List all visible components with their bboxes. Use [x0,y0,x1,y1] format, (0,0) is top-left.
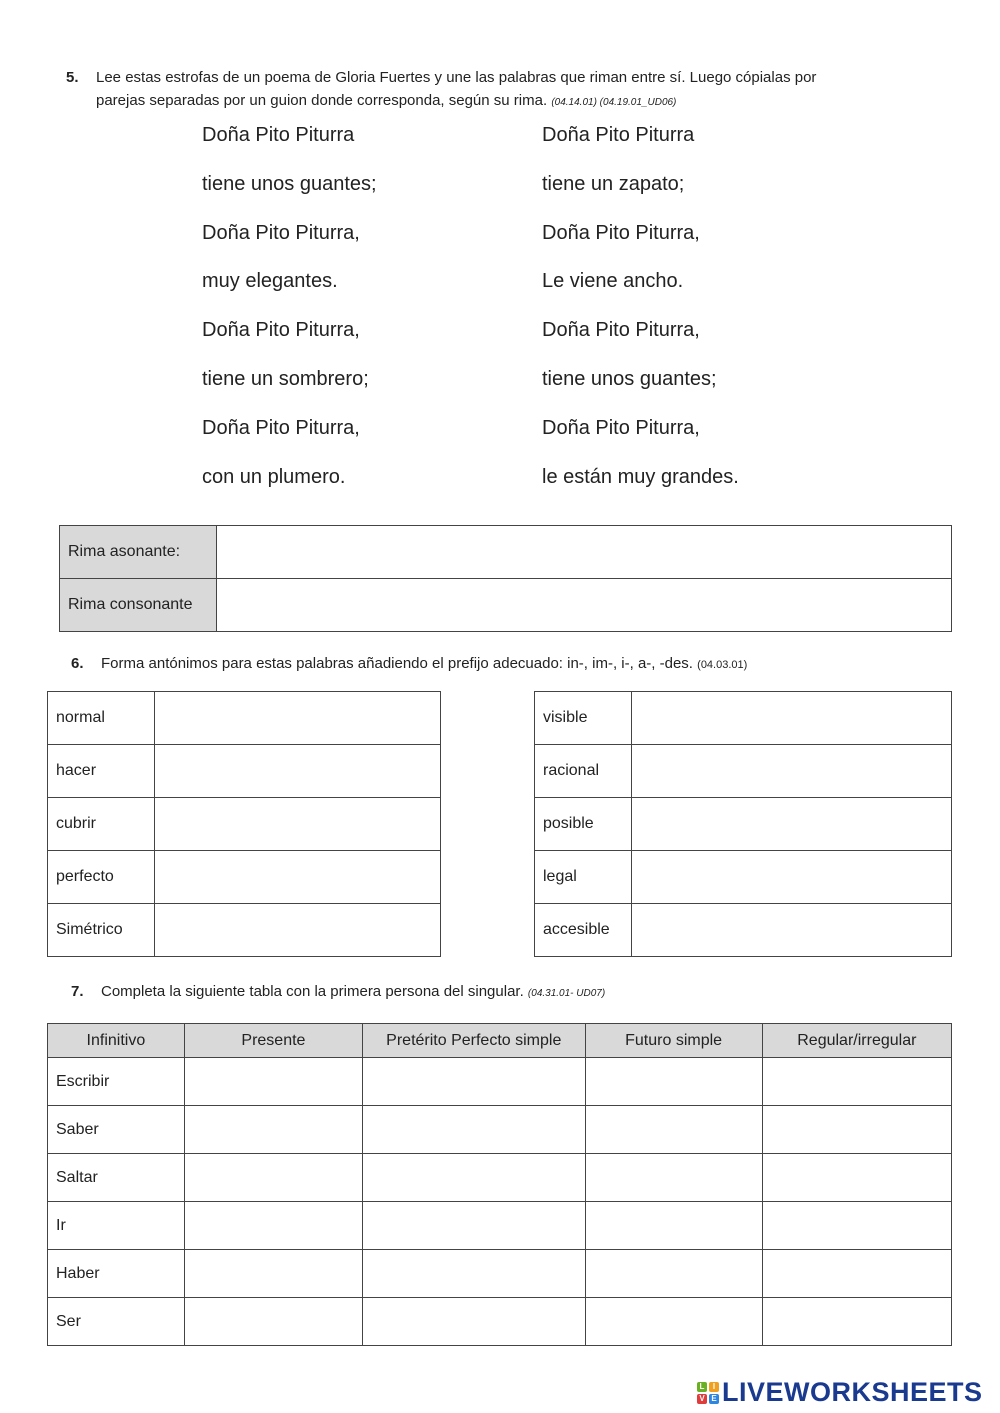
verb-table-header: Presente [184,1024,362,1058]
antonyms-table-right [534,691,952,957]
antonym-word: accesible [535,904,632,957]
rhyme-table [59,525,952,632]
antonym-word: hacer [48,745,155,798]
verb-answer-cell[interactable] [184,1106,362,1154]
question-7-instructions [101,980,605,1005]
antonym-answer-cell[interactable] [632,798,952,851]
verb-answer-cell[interactable] [363,1250,585,1298]
poem-verse: Doña Pito Piturra, [202,221,360,244]
question-5-text-line2 [96,89,976,114]
antonym-row [48,692,441,745]
rhyme-answer-consonante[interactable] [217,579,952,632]
rhyme-row-asonante [60,526,952,579]
poem-verse: Doña Pito Piturra, [202,319,360,342]
antonym-row [535,692,952,745]
verb-row [48,1202,952,1250]
verb-infinitive: Saltar [48,1154,185,1202]
question-6-text: Forma antónimos para estas palabras añadiendo el prefijo adecuado: in-, im-, i-, a-, -des. [101,655,693,672]
verb-table-header-row [48,1024,952,1058]
verb-row [48,1298,952,1346]
verb-table-header: Infinitivo [48,1024,185,1058]
verb-answer-cell[interactable] [363,1202,585,1250]
verb-answer-cell[interactable] [585,1058,762,1106]
verb-answer-cell[interactable] [762,1250,951,1298]
question-6-number: 6. [71,655,84,672]
verb-answer-cell[interactable] [184,1202,362,1250]
poem-verse: Doña Pito Piturra, [542,221,700,244]
antonym-row [535,851,952,904]
antonym-word: cubrir [48,798,155,851]
verb-table-header: Pretérito Perfecto simple [363,1024,585,1058]
poem-verse: Doña Pito Piturra [202,124,355,146]
verb-answer-cell[interactable] [184,1250,362,1298]
verb-answer-cell[interactable] [762,1298,951,1346]
question-6-reference: (04.03.01) [697,659,748,671]
rhyme-row-consonante [60,579,952,632]
antonym-answer-cell[interactable] [632,851,952,904]
antonym-row [535,904,952,957]
antonym-word: normal [48,692,155,745]
poem-verse: Doña Pito Piturra, [542,416,700,439]
antonym-word: Simétrico [48,904,155,957]
verb-answer-cell[interactable] [184,1058,362,1106]
poem-verse: Le viene ancho. [542,270,684,293]
verb-infinitive: Ir [48,1202,185,1250]
antonym-word: legal [535,851,632,904]
question-6-instructions [101,652,747,677]
verb-answer-cell[interactable] [363,1154,585,1202]
question-5-number: 5. [66,69,79,86]
rhyme-answer-asonante[interactable] [217,526,952,579]
verb-answer-cell[interactable] [363,1058,585,1106]
antonym-answer-cell[interactable] [155,798,441,851]
verb-row [48,1250,952,1298]
question-7-number: 7. [71,983,84,1000]
antonym-answer-cell[interactable] [155,745,441,798]
antonym-answer-cell[interactable] [632,692,952,745]
antonym-answer-cell[interactable] [632,745,952,798]
question-7-text: Completa la siguiente tabla con la primera persona del singular. [101,983,524,1000]
question-5-reference: (04.14.01) (04.19.01_UD06) [551,97,677,108]
verb-row [48,1058,952,1106]
poem-verse: con un plumero. [202,465,346,488]
antonym-answer-cell[interactable] [632,904,952,957]
antonym-row [48,904,441,957]
verb-answer-cell[interactable] [363,1106,585,1154]
question-5-text-line1: Lee estas estrofas de un poema de Gloria Fuertes y une las palabras que riman entre sí. Luego cópialas por [96,69,817,86]
verb-answer-cell[interactable] [363,1298,585,1346]
poem-verse: tiene un zapato; [542,172,685,195]
rhyme-label-asonante: Rima asonante: [60,526,217,579]
logo-badge-icon [697,1382,719,1404]
antonym-word: visible [535,692,632,745]
question-7-reference: (04.31.01- UD07) [527,988,606,999]
verb-answer-cell[interactable] [585,1202,762,1250]
question-5-instructions [96,66,976,114]
verb-conjugation-table [47,1023,952,1346]
antonym-word: posible [535,798,632,851]
verb-table-header: Regular/irregular [762,1024,951,1058]
verb-infinitive: Saber [48,1106,185,1154]
logo-badge-letter: E [709,1394,719,1404]
poem-verse: tiene unos guantes; [542,368,717,390]
verb-answer-cell[interactable] [585,1154,762,1202]
antonym-row [535,798,952,851]
verb-answer-cell[interactable] [585,1250,762,1298]
antonym-row [48,851,441,904]
poem-verse: le están muy grandes. [542,465,739,488]
antonyms-table-left [47,691,441,957]
antonym-row [48,745,441,798]
logo-badge-letter: I [709,1382,719,1392]
poem-verse: Doña Pito Piturra [542,124,695,146]
verb-answer-cell[interactable] [184,1154,362,1202]
logo-text: LIVEWORKSHEETS [722,1377,983,1407]
antonym-word: racional [535,745,632,798]
antonym-row [535,745,952,798]
verb-answer-cell[interactable] [762,1106,951,1154]
antonym-answer-cell[interactable] [155,904,441,957]
antonym-row [48,798,441,851]
poem-verse: tiene unos guantes; [202,172,377,195]
poem-verse: Doña Pito Piturra, [202,416,360,439]
poem-verse: muy elegantes. [202,270,338,293]
antonym-word: perfecto [48,851,155,904]
verb-answer-cell[interactable] [184,1298,362,1346]
question-5-text-line2-main: parejas separadas por un guion donde corresponda, según su rima. [96,92,548,109]
verb-infinitive: Ser [48,1298,185,1346]
liveworksheets-logo [697,1377,983,1408]
verb-infinitive: Escribir [48,1058,185,1106]
antonym-answer-cell[interactable] [155,851,441,904]
rhyme-label-consonante: Rima consonante [60,579,217,632]
verb-answer-cell[interactable] [762,1058,951,1106]
verb-answer-cell[interactable] [762,1202,951,1250]
antonym-answer-cell[interactable] [155,692,441,745]
poem-verse: Doña Pito Piturra, [542,319,700,342]
verb-answer-cell[interactable] [585,1298,762,1346]
verb-row [48,1154,952,1202]
verb-infinitive: Haber [48,1250,185,1298]
logo-badge-letter: V [697,1394,707,1404]
verb-answer-cell[interactable] [585,1106,762,1154]
logo-badge-letter: L [697,1382,707,1392]
verb-table-header: Futuro simple [585,1024,762,1058]
verb-answer-cell[interactable] [762,1154,951,1202]
verb-row [48,1106,952,1154]
poem-verse: tiene un sombrero; [202,368,369,390]
